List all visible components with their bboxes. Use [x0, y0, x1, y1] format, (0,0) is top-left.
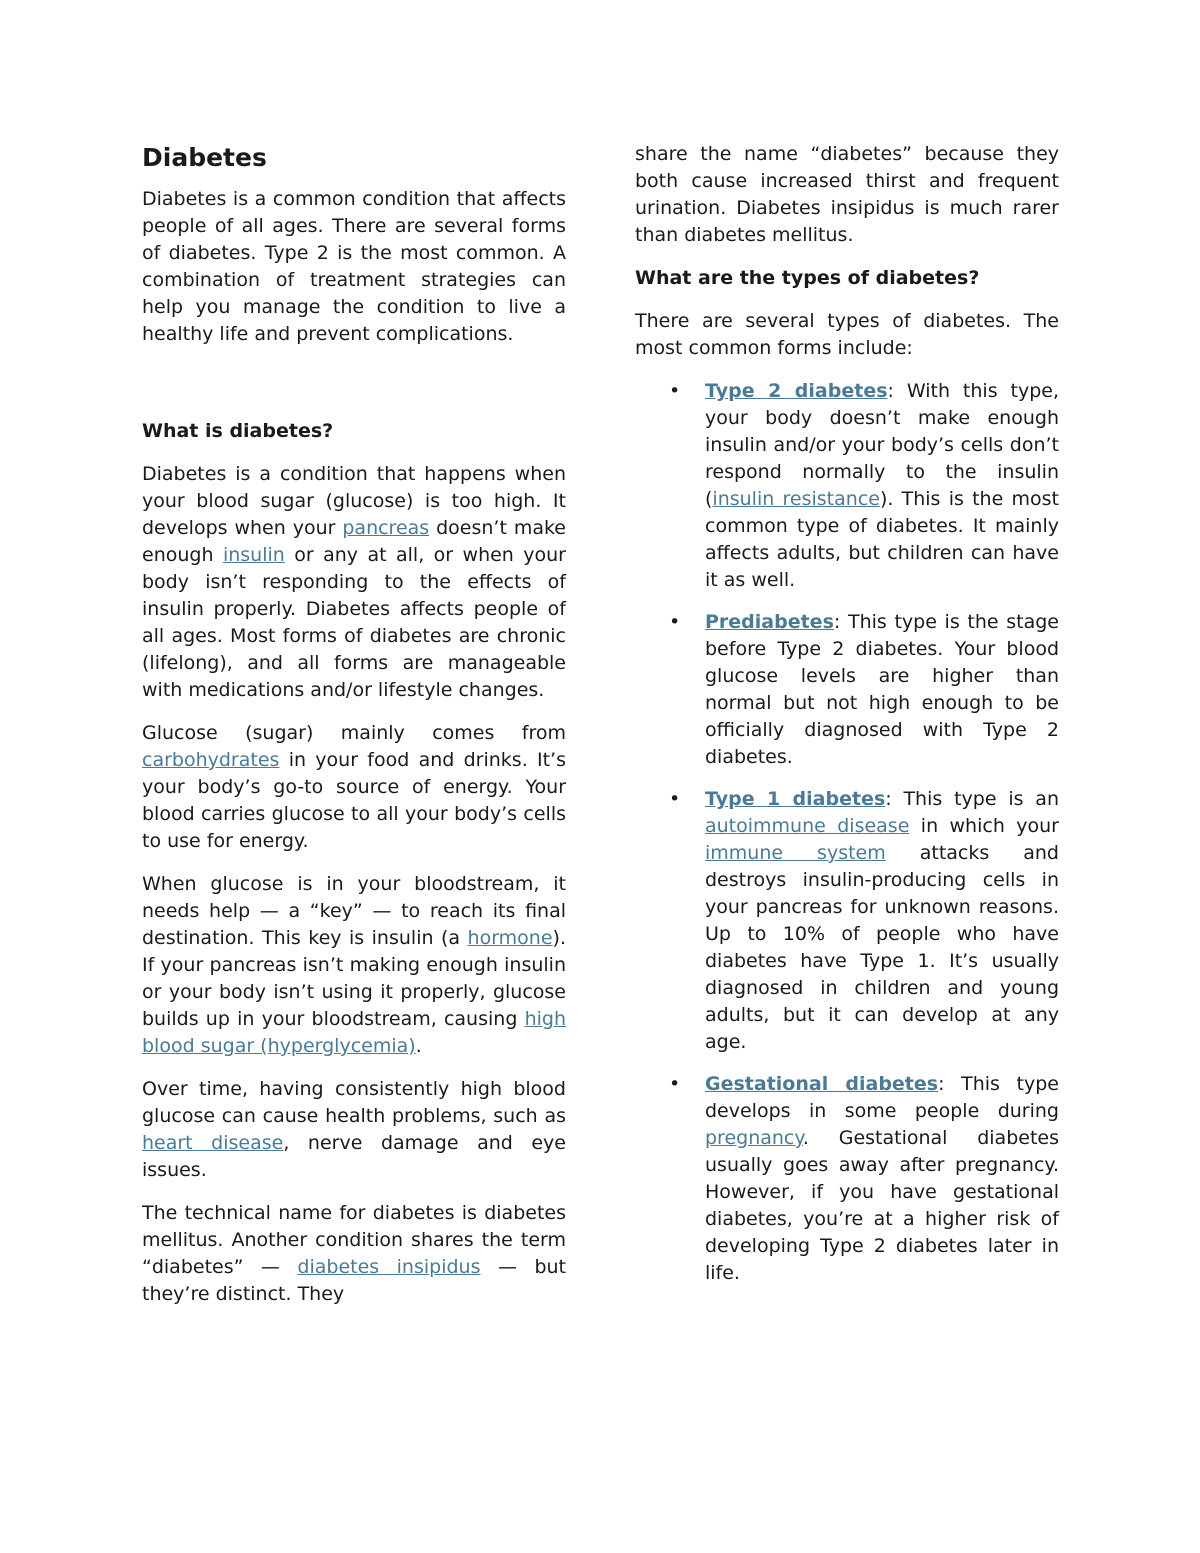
insulin-key-paragraph — [142, 871, 566, 1060]
text: When glucose is in your bloodstream, it needs help — a “key” — to reach its final destination. This key is insulin (a — [142, 873, 566, 949]
complications-paragraph — [142, 1076, 566, 1184]
text: Glucose (sugar) mainly comes from — [142, 722, 566, 744]
text: : This type develops in some people during — [705, 1073, 1059, 1122]
text: The technical name for diabetes is diabetes mellitus. Another condition shares the term “diabetes” — — [142, 1202, 566, 1278]
text: in which your — [909, 815, 1059, 837]
text: ). This is the most common type of diabetes. It mainly affects adults, but children can have it as well. — [705, 488, 1059, 591]
carbohydrates-link[interactable]: carbohydrates — [142, 749, 280, 771]
intro-paragraph: Diabetes is a common condition that affects people of all ages. There are several forms of diabetes. Type 2 is the most common. A combination of treatment strategies can help you manage the condition to live a healthy life and prevent complications. — [142, 188, 566, 345]
text: Over time, having consistently high blood glucose can cause health problems, such as — [142, 1078, 566, 1127]
bullet: • — [669, 788, 681, 810]
list-item-type2 — [635, 378, 1059, 594]
list-item-gestational — [635, 1071, 1059, 1287]
what-is-heading: What is diabetes? — [142, 420, 334, 442]
bullet: • — [669, 1073, 681, 1095]
text: — but they’re distinct. They — [142, 1256, 566, 1305]
insulin-resistance-link[interactable]: insulin resistance — [712, 488, 880, 510]
list-item-type1 — [635, 786, 1059, 1056]
continuation-paragraph: share the name “diabetes” because they both cause increased thirst and frequent urination. Diabetes insipidus is much rarer than diabetes mellitus. — [635, 143, 1059, 246]
bullet: • — [669, 611, 681, 633]
text: attacks and destroys insulin-producing cells in your pancreas for unknown reasons. Up to 10% of people who have diabetes have Type 1. It’s usually diagnosed in children and young adults, but it can develop at any age. — [705, 842, 1059, 1053]
heart-disease-link[interactable]: heart disease — [142, 1132, 284, 1154]
text: in your food and drinks. It’s your body’s go-to source of energy. Your blood carries glucose to all your body’s cells to use for energy. — [142, 749, 566, 852]
insulin-link[interactable]: insulin — [222, 544, 285, 566]
type1-diabetes-link[interactable]: Type 1 diabetes — [705, 788, 886, 810]
gestational-diabetes-link[interactable]: Gestational diabetes — [705, 1073, 939, 1095]
types-list — [635, 378, 1059, 1287]
spacer — [142, 364, 566, 418]
list-item-prediabetes — [635, 609, 1059, 771]
types-intro-paragraph: There are several types of diabetes. The most common forms include: — [635, 310, 1059, 359]
hyperglycemia-link[interactable]: high blood sugar (hyperglycemia) — [142, 1008, 566, 1057]
bullet: • — [669, 380, 681, 402]
pancreas-link[interactable]: pancreas — [342, 517, 430, 539]
glucose-paragraph — [142, 720, 566, 855]
immune-system-link[interactable]: immune system — [705, 842, 886, 864]
text: . Gestational diabetes usually goes away after pregnancy. However, if you have gestational diabetes, you’re at a higher risk of developing Type 2 diabetes later in life. — [705, 1127, 1059, 1284]
text: : With this type, your body doesn’t make enough insulin and/or your body’s cells don’t respond normally to the insulin ( — [705, 380, 1059, 510]
types-heading: What are the types of diabetes? — [635, 267, 980, 289]
text: ). If your pancreas isn’t making enough insulin or your body isn’t using it properly, glucose builds up in your bloodstream, causing — [142, 927, 566, 1030]
diabetes-insipidus-link[interactable]: diabetes insipidus — [297, 1256, 481, 1278]
hormone-link[interactable]: hormone — [467, 927, 553, 949]
text: doesn’t make enough — [142, 517, 567, 566]
text: , nerve damage and eye issues. — [142, 1132, 566, 1181]
text: or any at all, or when your body isn’t responding to the effects of insulin properly. Diabetes affects people of all ages. Most forms of diabetes are chronic (lifelong), and all forms are manageable with medications and/or lifestyle changes. — [142, 544, 566, 701]
pregnancy-link[interactable]: pregnancy — [705, 1127, 803, 1149]
left-column — [142, 140, 566, 1324]
technical-name-paragraph — [142, 1200, 566, 1308]
definition-paragraph — [142, 461, 566, 704]
page-title: Diabetes — [142, 143, 267, 172]
prediabetes-link[interactable]: Prediabetes — [705, 611, 834, 633]
type2-diabetes-link[interactable]: Type 2 diabetes — [705, 380, 888, 402]
text: : This type is the stage before Type 2 diabetes. Your blood glucose levels are higher than normal but not high enough to be officially diagnosed with Type 2 diabetes. — [705, 611, 1059, 768]
text: : This type is an — [885, 788, 1059, 810]
right-column — [635, 140, 1059, 1302]
text: . — [415, 1035, 422, 1057]
autoimmune-disease-link[interactable]: autoimmune disease — [705, 815, 910, 837]
text: Diabetes is a condition that happens when your blood sugar (glucose) is too high. It develops when your — [142, 463, 566, 539]
